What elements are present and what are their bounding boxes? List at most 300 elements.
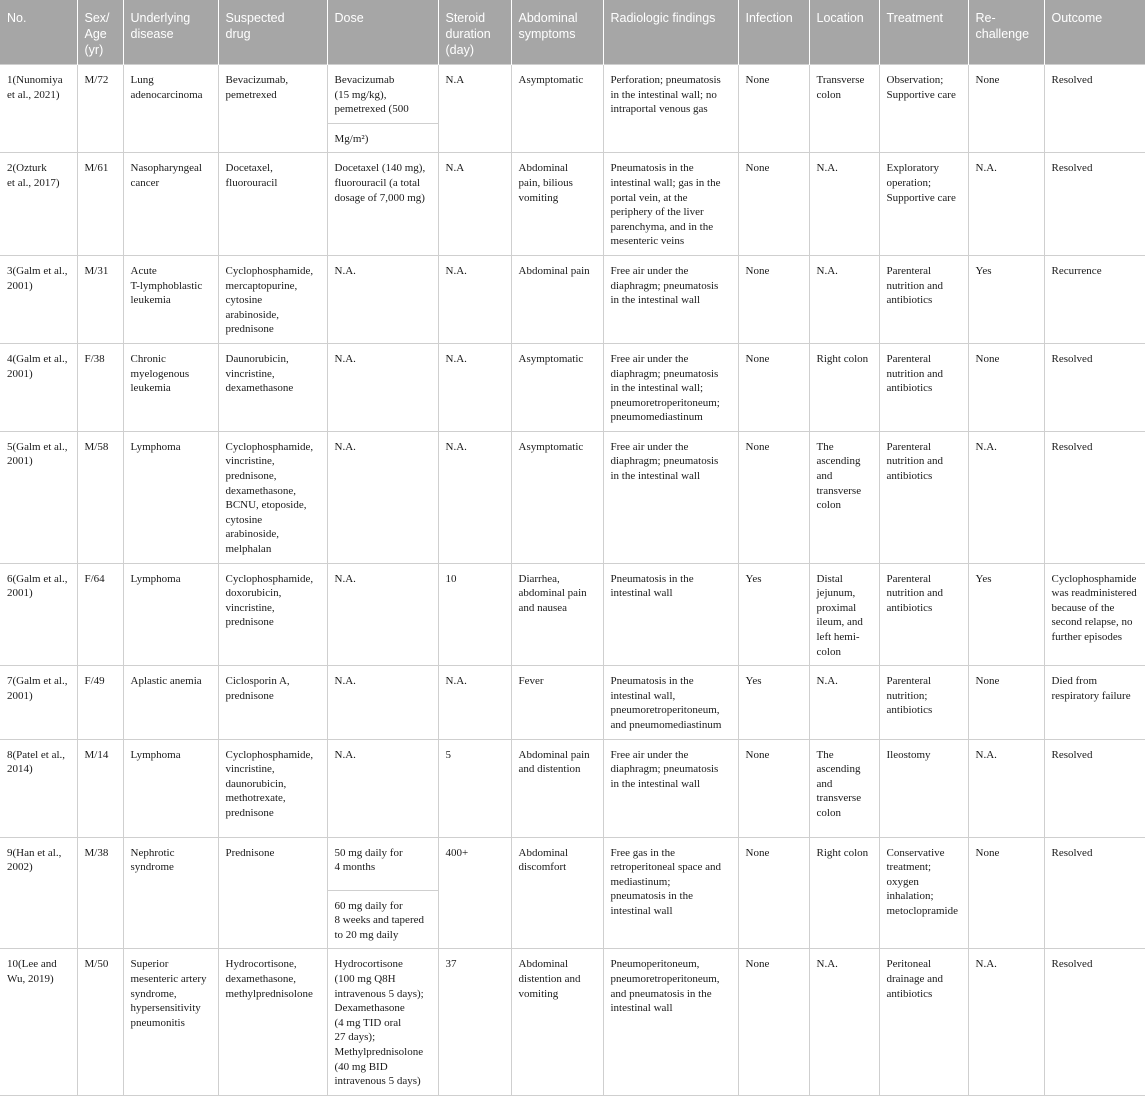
text-line: Cyclophosphamide, [225,440,314,453]
text-line: abdominal pain [518,587,587,600]
cell-treatment [879,666,968,739]
text-line: M/50 [84,958,109,971]
text-line: N.A. [816,264,838,277]
text-line: None [745,74,770,86]
text-line: Methylprednisolone [334,1045,424,1058]
text-line: pemetrexed (500 [334,103,409,116]
text-line: Dexamethasone [334,1002,405,1015]
cell-rechallenge [968,255,1044,343]
text-line: N.A. [334,264,356,277]
text-line: dexamethasone [225,382,294,395]
text-line: parenchyma, and in the [610,220,714,233]
cell-location [809,65,879,153]
text-line: antibiotics [886,704,933,717]
text-line: in the intestinal wall; no [610,88,717,101]
text-line: M/58 [84,440,109,453]
cell-abdominal-symptoms [511,153,603,256]
cell-case-number [0,431,77,563]
text-line: Hydrocortisone, [225,958,297,971]
text-line: methylprednisolone [225,987,313,1000]
table-body [0,65,1145,1096]
text-line: colon [816,645,841,658]
cell-sex-age [77,153,123,256]
text-line: mesenteric artery [130,972,207,985]
text-line: Aplastic anemia [130,675,202,688]
cell-rechallenge [968,153,1044,256]
text-line: (yr) [84,43,104,57]
text-line: diaphragm; pneumatosis [610,279,719,292]
text-line: Observation; [886,74,944,86]
text-line: Resolved [1051,74,1093,86]
table-row [0,949,1145,1095]
cell-radiologic-findings [603,739,738,837]
cell-underlying-disease [123,255,218,343]
text-line: M/61 [84,162,109,175]
cell-steroid-duration [438,837,511,949]
text-line: arabinoside, [225,308,279,321]
text-line: Cyclophosphamide, [225,572,314,585]
cell-rechallenge [968,666,1044,739]
text-line: 2001) [7,587,33,600]
cell-abdominal-symptoms [511,65,603,153]
cell-rechallenge [968,949,1044,1095]
cell-infection [738,666,809,739]
text-line: Parenteral [886,352,932,365]
text-line: intestinal wall [610,587,673,600]
text-line: intravenous 5 days) [334,1075,421,1088]
cell-outcome [1044,563,1145,666]
text-line: antibiotics [886,601,933,614]
cell-location [809,431,879,563]
cell-outcome [1044,837,1145,949]
text-line: N.A. [445,352,467,365]
cell-suspected-drug [218,666,327,739]
text-line: M/72 [84,74,109,86]
cell-rechallenge [968,739,1044,837]
text-line: and pneumatosis in the [610,987,712,1000]
text-line: in the intestinal wall [610,470,701,483]
cell-dose [327,255,438,343]
cell-suspected-drug [218,343,327,431]
text-line: Pneumoperitoneum, [610,958,700,971]
table-row [0,65,1145,124]
cell-radiologic-findings [603,666,738,739]
text-line: doxorubicin, [225,587,282,600]
text-line: disease [130,27,174,41]
text-line: vomiting [518,191,559,204]
text-line: mercaptopurine, [225,279,298,292]
text-line: N.A. [334,748,356,761]
cell-infection [738,255,809,343]
cell-sex-age [77,837,123,949]
text-line: pneumoretroperitoneum; [610,396,720,409]
cell-abdominal-symptoms [511,837,603,949]
cell-outcome [1044,153,1145,256]
cell-radiologic-findings [603,153,738,256]
cell-location [809,837,879,949]
text-line: leukemia [130,294,171,307]
text-line: 10(Lee and [7,958,57,971]
text-line: T-lymphoblastic [130,279,203,292]
text-line: intravenous 5 days); [334,987,424,1000]
table-row [0,431,1145,563]
text-line: Mg/m²) [334,132,369,145]
text-line: 50 mg daily for [334,846,403,859]
text-line: hypersensitivity [130,1002,201,1015]
text-line: Right colon [816,846,869,859]
text-line: discomfort [518,861,567,874]
text-line: Wu, 2019) [7,972,54,985]
text-line: myelogenous [130,367,190,380]
text-line: intestinal wall [610,1002,673,1015]
cell-radiologic-findings [603,837,738,949]
text-line: vomiting [518,987,559,1000]
cell-abdominal-symptoms [511,431,603,563]
text-line: M/14 [84,748,109,761]
cell-case-number [0,666,77,739]
text-line: Yes [745,572,762,585]
text-line: ileum, and [816,616,863,629]
text-line: and [816,777,833,790]
text-line: Abdominal [518,11,578,25]
text-line: Docetaxel, [225,162,273,175]
header-location [809,0,879,65]
cell-suspected-drug [218,65,327,153]
text-line: Dose [334,11,364,25]
cell-sex-age [77,65,123,153]
text-line: in the intestinal wall [610,294,701,307]
text-line: pneumatosis in the [610,890,693,903]
text-line: jejunum, [816,587,856,600]
cell-underlying-disease [123,343,218,431]
cell-location [809,666,879,739]
text-line: 1(Nunomiya [7,74,63,86]
text-line: drug [225,27,251,41]
text-line: 3(Galm et al., [7,264,68,277]
header-treatment [879,0,968,65]
text-line: 8(Patel et al., [7,748,66,761]
text-line: Parenteral [886,440,932,453]
text-line: Chronic [130,352,166,365]
text-line: None [745,162,770,175]
text-line: mesenteric veins [610,235,685,248]
cell-rechallenge [968,563,1044,666]
text-line: antibiotics [886,987,933,1000]
text-line: arabinoside, [225,528,279,541]
text-line: N.A. [334,352,356,365]
text-line: Lymphoma [130,748,181,761]
text-line: prednisone [225,323,274,336]
text-line: diaphragm; pneumatosis [610,455,719,468]
text-line: vincristine, [225,455,275,468]
cell-steroid-duration [438,431,511,563]
cell-steroid-duration [438,153,511,256]
cell-abdominal-symptoms [511,255,603,343]
text-line: 27 days); [334,1031,376,1044]
text-line: N.A. [975,958,997,971]
text-line: M/31 [84,264,109,277]
text-line: et al., 2017) [7,176,60,189]
cell-sex-age [77,666,123,739]
text-line: 8 weeks and tapered [334,914,424,927]
cell-underlying-disease [123,65,218,153]
text-line: syndrome, [130,987,177,1000]
cell-sex-age [77,343,123,431]
cell-rechallenge [968,431,1044,563]
text-line: 9(Han et al., [7,846,62,859]
text-line: Diarrhea, [518,572,560,585]
text-line: Abdominal pain [518,264,590,277]
text-line: cancer [130,176,160,189]
cell-case-number [0,153,77,256]
text-line: Ciclosporin A, [225,675,290,688]
text-line: Recurrence [1051,264,1102,277]
text-line: Lymphoma [130,440,181,453]
text-line: Suspected [225,11,285,25]
text-line: Outcome [1051,11,1103,25]
text-line: N.A. [975,162,997,175]
text-line: pemetrexed [225,88,277,101]
cell-suspected-drug [218,255,327,343]
cell-infection [738,837,809,949]
text-line: Fever [518,675,544,688]
text-line: Sex/ [84,11,110,25]
cell-suspected-drug [218,431,327,563]
text-line: N.A. [816,162,838,175]
text-line: Yes [745,675,762,688]
text-line: (4 mg TID oral [334,1016,402,1029]
text-line: Free air under the [610,264,689,277]
cell-rechallenge [968,65,1044,153]
cell-suspected-drug [218,153,327,256]
cell-radiologic-findings [603,343,738,431]
text-line: 2(Ozturk [7,162,47,175]
text-line: Ileostomy [886,748,931,761]
text-line: Right colon [816,352,869,365]
text-line: vincristine, [225,763,275,776]
text-line: intestinal wall [610,904,673,917]
cell-location [809,563,879,666]
table-row [0,563,1145,666]
cell-outcome [1044,666,1145,739]
cell-sex-age [77,739,123,837]
text-line: proximal [816,601,857,614]
text-line: Transverse [816,74,865,86]
cell-sex-age [77,255,123,343]
header-case-number [0,0,77,65]
cell-underlying-disease [123,949,218,1095]
text-line: transverse [816,484,862,497]
cell-infection [738,563,809,666]
text-line: drainage and [886,972,943,985]
cell-infection [738,343,809,431]
cell-outcome [1044,739,1145,837]
cell-abdominal-symptoms [511,666,603,739]
text-line: None [745,958,770,971]
text-line: N.A. [975,748,997,761]
text-line: adenocarcinoma [130,88,203,101]
text-line: 4(Galm et al., [7,352,68,365]
text-line: antibiotics [886,382,933,395]
text-line: Lung [130,74,154,86]
text-line: pneumoretroperitoneum, [610,972,720,985]
text-line: colon [816,806,841,819]
text-line: Parenteral [886,264,932,277]
header-radiologic-findings [603,0,738,65]
text-line: N.A. [334,440,356,453]
text-line: 37 [445,958,457,971]
text-line: N.A. [334,572,356,585]
text-line: syndrome [130,861,174,874]
text-line: retroperitoneal space and [610,861,722,874]
text-line: Supportive care [886,191,956,204]
text-line: 7(Galm et al., [7,675,68,688]
header-row [0,0,1145,65]
text-line: colon [816,88,841,101]
text-line: Nephrotic [130,846,175,859]
text-line: 2014) [7,763,33,776]
text-line: left hemi- [816,631,860,643]
text-line: Steroid [445,11,486,25]
text-line: Nasopharyngeal [130,162,202,175]
text-line: 2002) [7,861,33,874]
cell-abdominal-symptoms [511,949,603,1095]
cell-suspected-drug [218,949,327,1095]
text-line: Resolved [1051,748,1093,761]
text-line: and [816,470,833,483]
text-line: Abdominal [518,846,568,859]
text-line: second relapse, no [1051,616,1133,629]
cell-treatment [879,343,968,431]
cell-treatment [879,153,968,256]
header-dose [327,0,438,65]
text-line: Asymptomatic [518,74,584,86]
cell-location [809,343,879,431]
text-line: Free air under the [610,440,689,453]
cell-infection [738,153,809,256]
cell-steroid-duration [438,343,511,431]
cell-treatment [879,431,968,563]
cell-underlying-disease [123,666,218,739]
text-line: colon [816,499,841,512]
text-line: Infection [745,11,793,25]
text-line: Cyclophosphamide, [225,748,314,761]
text-line: ascending [816,455,861,468]
text-line: 5(Galm et al., [7,440,68,453]
text-line: N.A [445,74,465,86]
cell-rechallenge [968,837,1044,949]
cell-rechallenge [968,343,1044,431]
header-steroid-duration [438,0,511,65]
cell-dose [327,666,438,739]
text-line: (15 mg/kg), [334,88,387,101]
cell-case-number [0,563,77,666]
text-line: pneumonitis [130,1016,185,1029]
text-line: 4 months [334,861,376,874]
text-line: Cyclophosphamide [1051,572,1137,585]
cell-dose [327,343,438,431]
text-line: pneumomediastinum [610,411,703,424]
text-line: None [975,846,1000,859]
text-line: Pneumatosis in the [610,572,694,585]
text-line: methotrexate, [225,792,286,805]
text-line: antibiotics [886,470,933,483]
cell-dose [327,563,438,666]
text-line: challenge [975,27,1030,41]
text-line: was readministered [1051,587,1137,600]
text-line: Abdominal [518,162,568,175]
text-line: Yes [975,572,992,585]
text-line: antibiotics [886,294,933,307]
cell-outcome [1044,343,1145,431]
table-row [0,739,1145,837]
text-line: diaphragm; pneumatosis [610,367,719,380]
text-line: Resolved [1051,162,1093,175]
cell-outcome [1044,255,1145,343]
cell-steroid-duration [438,255,511,343]
text-line: duration [445,27,491,41]
cell-infection [738,949,809,1095]
text-line: Cyclophosphamide, [225,264,314,277]
cell-location [809,255,879,343]
cell-dose [327,837,438,890]
text-line: dosage of 7,000 mg) [334,191,425,204]
cell-underlying-disease [123,431,218,563]
text-line: et al., 2021) [7,88,60,101]
text-line: None [745,264,770,277]
text-line: ascending [816,763,861,776]
text-line: Daunorubicin, [225,352,289,365]
text-line: prednisone [225,806,274,819]
text-line: pain, bilious [518,176,573,189]
text-line: F/64 [84,572,105,585]
cell-dose [327,431,438,563]
table-row [0,666,1145,739]
text-line: periphery of the liver [610,206,704,219]
text-line: fluorouracil [225,176,278,189]
text-line: The [816,440,834,453]
header-infection [738,0,809,65]
text-line: transverse [816,792,862,805]
text-line: 2001) [7,367,33,380]
text-line: symptoms [518,27,576,41]
text-line: N.A. [975,440,997,453]
cell-outcome [1044,431,1145,563]
text-line: M/38 [84,846,109,859]
text-line: portal vein, at the [610,191,688,204]
text-line: further episodes [1051,631,1123,643]
text-line: Prednisone [225,846,275,859]
text-line: and pneumomediastinum [610,718,722,731]
text-line: Age [84,27,107,41]
text-line: (40 mg BID [334,1060,388,1073]
cell-abdominal-symptoms [511,563,603,666]
text-line: leukemia [130,382,171,395]
cell-radiologic-findings [603,949,738,1095]
text-line: distention and [518,972,581,985]
table-row [0,837,1145,890]
text-line: N.A. [445,675,467,688]
text-line: Conservative [886,846,945,859]
cell-steroid-duration [438,65,511,153]
cell-location [809,153,879,256]
cell-abdominal-symptoms [511,739,603,837]
text-line: Pneumatosis in the [610,162,694,175]
cell-treatment [879,739,968,837]
text-line: respiratory failure [1051,689,1131,702]
table-row [0,255,1145,343]
cell-dose [327,123,438,153]
